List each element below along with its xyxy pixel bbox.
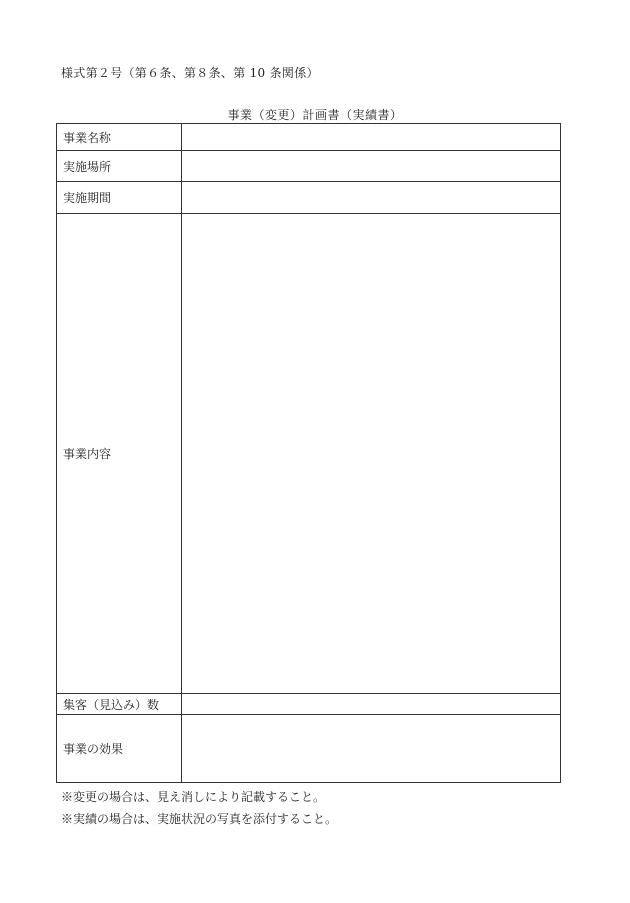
footnotes bbox=[61, 786, 337, 830]
form-number-note: 様式第２号（第６条、第８条、第 10 条関係） bbox=[61, 66, 319, 80]
document-title: 事業（変更）計画書（実績書） bbox=[227, 108, 403, 122]
location-label: 実施場所 bbox=[57, 151, 182, 182]
content-field[interactable] bbox=[182, 214, 561, 694]
effect-label: 事業の効果 bbox=[57, 715, 182, 783]
table-row-content bbox=[57, 214, 561, 694]
table-row-location bbox=[57, 151, 561, 182]
plan-form-table bbox=[56, 123, 561, 783]
footnote-results: ※実績の場合は、実施状況の写真を添付すること。 bbox=[61, 812, 338, 826]
content-label: 事業内容 bbox=[57, 214, 182, 694]
period-label: 実施期間 bbox=[57, 182, 182, 214]
project-name-field[interactable] bbox=[182, 124, 561, 151]
period-field[interactable] bbox=[182, 182, 561, 214]
attendance-label: 集客（見込み）数 bbox=[57, 694, 182, 715]
table-row-project-name bbox=[57, 124, 561, 151]
location-field[interactable] bbox=[182, 151, 561, 182]
effect-field[interactable] bbox=[182, 715, 561, 783]
table-row-period bbox=[57, 182, 561, 214]
attendance-field[interactable] bbox=[182, 694, 561, 715]
table-row-attendance bbox=[57, 694, 561, 715]
footnote-revision: ※変更の場合は、見え消しにより記載すること。 bbox=[61, 790, 326, 804]
project-name-label: 事業名称 bbox=[57, 124, 182, 151]
table-row-effect bbox=[57, 715, 561, 783]
